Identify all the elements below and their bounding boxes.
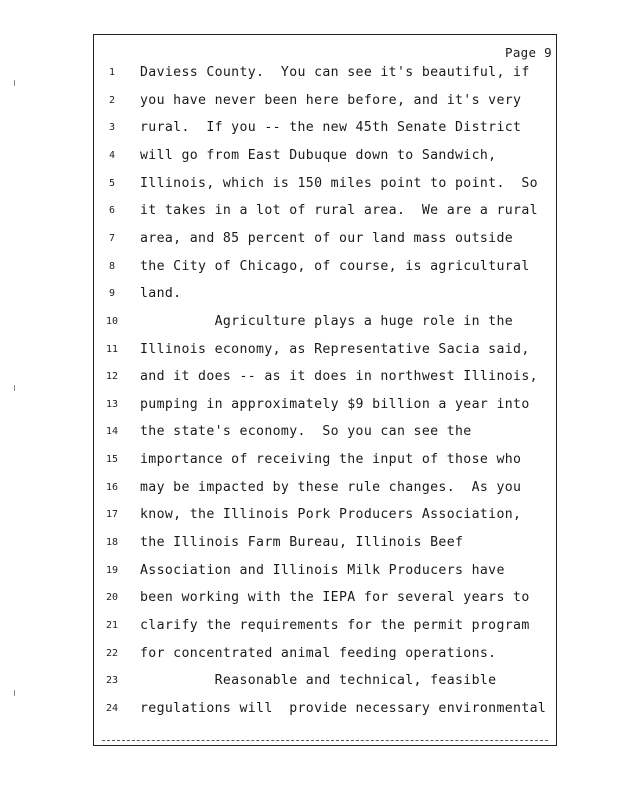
line-number: 13 (105, 398, 119, 410)
line-text: may be impacted by these rule changes. As you (140, 479, 522, 495)
line-number: 20 (105, 592, 119, 604)
margin-mark (14, 80, 19, 86)
transcript-line (100, 563, 560, 583)
line-text: will go from East Dubuque down to Sandwich, (140, 147, 497, 163)
line-number: 9 (108, 288, 116, 300)
transcript-line (100, 314, 560, 334)
transcript-line (100, 342, 560, 362)
line-number: 11 (105, 343, 119, 355)
line-text: rural. If you -- the new 45th Senate District (140, 120, 522, 136)
line-number: 2 (108, 94, 116, 106)
line-text: for concentrated animal feeding operations. (140, 645, 497, 661)
line-number: 18 (105, 537, 119, 549)
line-number: 6 (108, 205, 116, 217)
transcript-line (100, 148, 560, 168)
transcript-line (100, 535, 560, 555)
line-number: 8 (108, 260, 116, 272)
line-text: land. (140, 286, 182, 302)
line-number: 14 (105, 426, 119, 438)
line-number: 1 (108, 67, 116, 78)
line-number: 16 (105, 481, 119, 493)
line-number: 19 (105, 564, 119, 576)
transcript-line (100, 65, 560, 85)
line-number: 17 (105, 509, 119, 521)
line-text: been working with the IEPA for several years to (140, 590, 530, 606)
line-text: Illinois, which is 150 miles point to point. So (140, 175, 538, 191)
line-number: 15 (105, 454, 119, 466)
line-number: 23 (105, 675, 119, 687)
transcript-line (100, 480, 560, 500)
transcript-line (100, 231, 560, 251)
line-text: Illinois economy, as Representative Sacia said, (140, 341, 530, 357)
transcript-line (100, 203, 560, 223)
page-number: Page 9 (505, 45, 552, 60)
transcript-line (100, 397, 560, 417)
line-text: you have never been here before, and it's very (140, 92, 522, 108)
margin-mark (14, 690, 19, 696)
line-text: the City of Chicago, of course, is agricultural (140, 258, 530, 274)
line-number: 3 (108, 122, 116, 134)
transcript-line (100, 673, 560, 693)
line-text: the Illinois Farm Bureau, Illinois Beef (140, 535, 464, 551)
line-number: 22 (105, 647, 119, 659)
line-text: and it does -- as it does in northwest Illinois, (140, 369, 538, 385)
line-number: 5 (108, 177, 116, 189)
bottom-dashed-rule (102, 740, 548, 741)
line-text: Association and Illinois Milk Producers have (140, 562, 505, 578)
margin-mark (14, 385, 19, 391)
line-text: it takes in a lot of rural area. We are a rural (140, 203, 538, 219)
transcript-line (100, 259, 560, 279)
line-number: 21 (105, 620, 119, 631)
line-text: pumping in approximately $9 billion a year into (140, 396, 530, 412)
line-number: 4 (108, 149, 116, 161)
transcript-line (100, 286, 560, 306)
transcript-line (100, 452, 560, 472)
transcript-line (100, 93, 560, 113)
transcript-line (100, 507, 560, 527)
line-text: importance of receiving the input of those who (140, 452, 522, 468)
line-text: area, and 85 percent of our land mass outside (140, 230, 514, 246)
transcript-line (100, 618, 560, 638)
line-number: 10 (105, 315, 119, 327)
transcript-line (100, 120, 560, 140)
transcript-line (100, 176, 560, 196)
transcript-line (100, 646, 560, 666)
line-text: Reasonable and technical, feasible (140, 673, 497, 689)
transcript-line (100, 590, 560, 610)
line-number: 24 (105, 702, 119, 714)
line-text: regulations will provide necessary environmental (140, 700, 547, 716)
line-text: the state's economy. So you can see the (140, 424, 472, 440)
transcript-line (100, 424, 560, 444)
line-text: Agriculture plays a huge role in the (140, 313, 514, 329)
line-text: clarify the requirements for the permit program (140, 618, 530, 633)
line-number: 7 (108, 232, 116, 244)
line-number: 12 (105, 371, 119, 383)
line-text: Daviess County. You can see it's beautiful, if (140, 65, 530, 80)
transcript-page-frame (93, 34, 557, 746)
transcript-line (100, 701, 560, 721)
transcript-line (100, 369, 560, 389)
line-text: know, the Illinois Pork Producers Association, (140, 507, 522, 523)
